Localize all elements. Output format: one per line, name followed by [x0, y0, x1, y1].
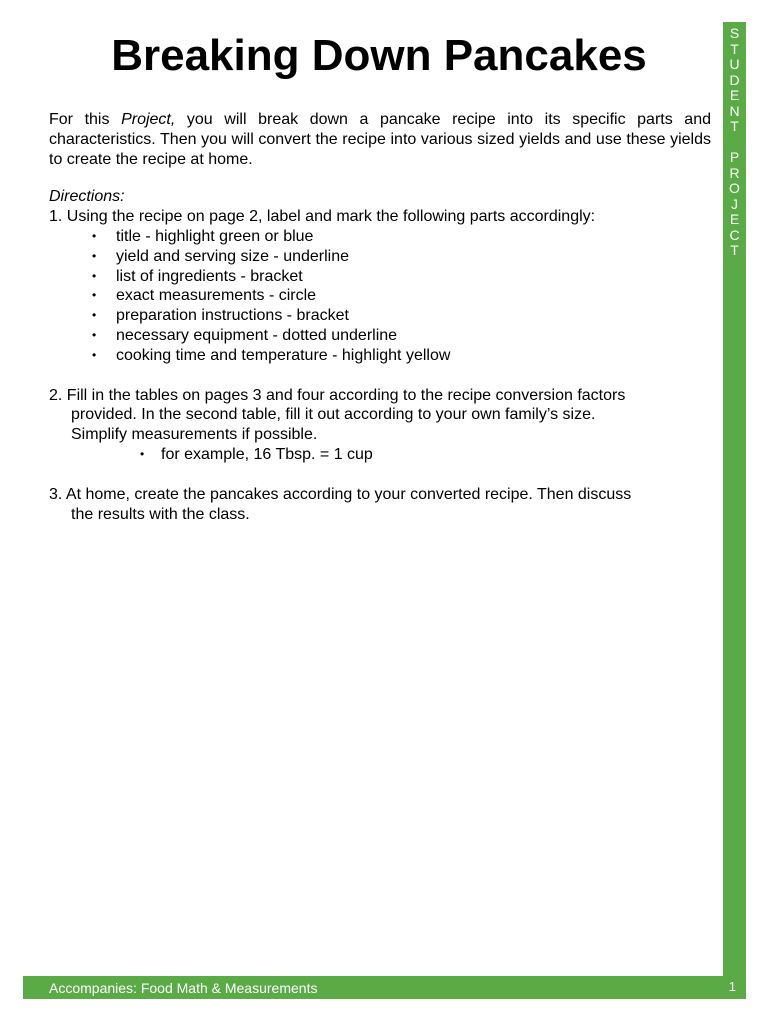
list-item: • title - highlight green or blue	[116, 227, 711, 247]
intro-text-start: For this	[49, 111, 122, 128]
step-2-line: provided. In the second table, fill it out according to your own family’s size.	[71, 406, 596, 424]
sidebar-letter: O	[729, 180, 740, 196]
sidebar-letter: D	[729, 71, 740, 88]
page-number: 1	[728, 979, 736, 994]
step-2-list	[49, 445, 711, 465]
sidebar-letter: T	[730, 40, 739, 57]
step-2-line: 2. Fill in the tables on pages 3 and four according to the recipe conversion factors	[49, 386, 626, 404]
sidebar-letter: N	[729, 102, 740, 119]
intro-text-end: you will break down a pancake recipe into its specific parts and characteristics. Then you will convert the recipe into various sized yields and use these yields to create the recipe at home.	[49, 111, 712, 168]
sidebar-letter: T	[730, 118, 739, 134]
step-2-line: Simplify measurements if possible.	[71, 426, 318, 444]
step-3	[49, 485, 711, 525]
intro-paragraph	[49, 110, 711, 169]
sidebar-letter: S	[729, 25, 740, 41]
list-item: • preparation instructions - bracket	[116, 306, 711, 326]
sidebar-letter: R	[729, 164, 740, 181]
step-2	[49, 386, 711, 465]
list-item: • list of ingredients - bracket	[116, 267, 711, 287]
sidebar-letter: C	[729, 226, 740, 243]
sidebar-letter: U	[729, 56, 740, 72]
list-item: • yield and serving size - underline	[116, 247, 711, 267]
sidebar-letter: E	[729, 87, 740, 103]
page-title: Breaking Down Pancakes	[111, 31, 647, 80]
footer-bar	[23, 976, 746, 999]
sidebar-letter: E	[729, 211, 740, 227]
list-item: • cooking time and temperature - highlight yellow	[116, 346, 711, 366]
sidebar-letter	[723, 135, 746, 151]
step-1-text: 1. Using the recipe on page 2, label and mark the following parts accordingly:	[49, 208, 596, 226]
sidebar-letter: P	[729, 149, 740, 165]
directions-section	[49, 187, 711, 524]
step-3-line: 3. At home, create the pancakes according to your converted recipe. Then discuss	[49, 485, 632, 503]
student-project-sidebar	[723, 22, 746, 978]
sidebar-letter: T	[730, 242, 739, 258]
step-1-list	[49, 227, 711, 366]
list-item: • necessary equipment - dotted underline	[116, 326, 711, 346]
intro-emphasis: Project,	[121, 111, 176, 128]
directions-label: Directions:	[49, 188, 125, 206]
list-item: • for example, 16 Tbsp. = 1 cup	[161, 445, 711, 465]
document-body	[49, 110, 711, 524]
step-3-line: the results with the class.	[71, 505, 250, 523]
footer-accompanies: Accompanies: Food Math & Measurements	[49, 980, 318, 996]
list-item: • exact measurements - circle	[116, 286, 711, 306]
sidebar-letter: J	[731, 195, 738, 212]
